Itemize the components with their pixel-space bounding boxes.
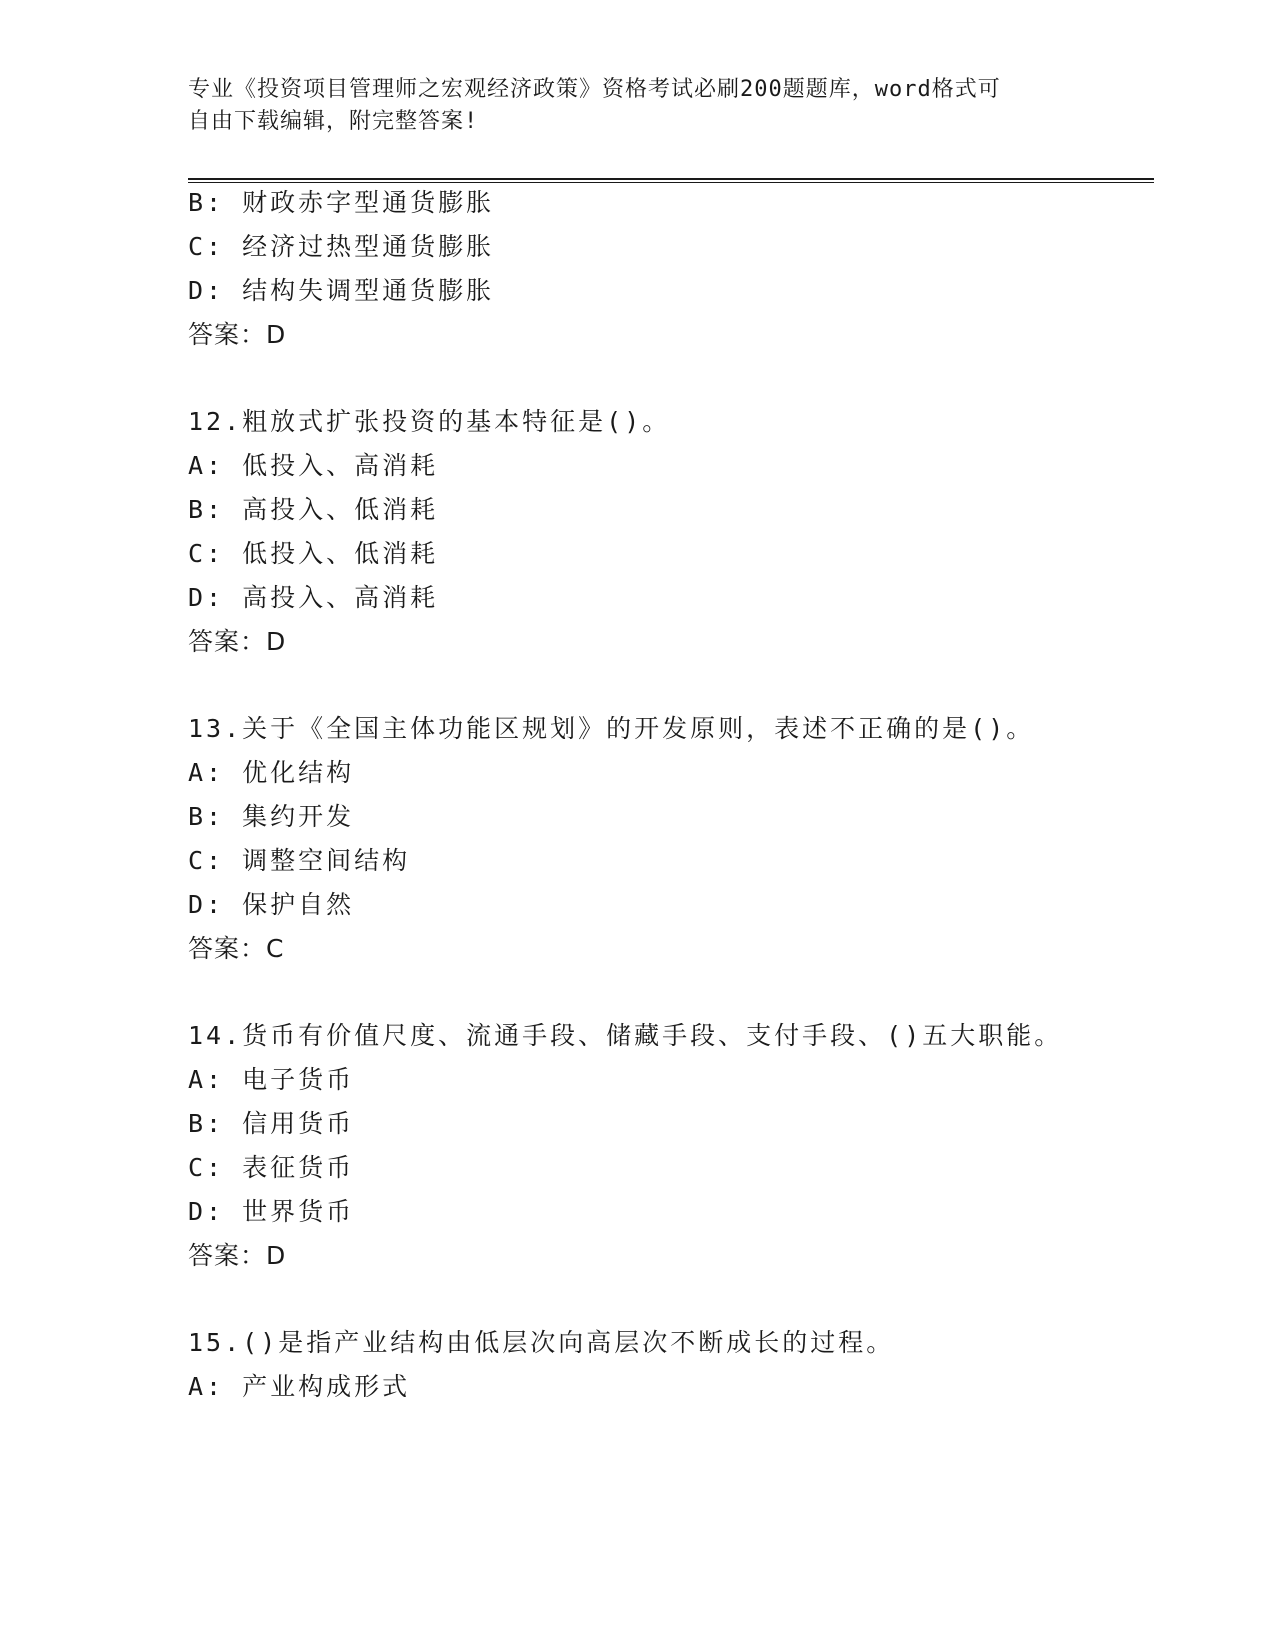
question-stem: 15.()是指产业结构由低层次向高层次不断成长的过程。 <box>188 1328 895 1357</box>
header-divider <box>188 178 1154 183</box>
option-c: C: 经济过热型通货膨胀 <box>188 232 495 261</box>
option-b: B: 财政赤字型通货膨胀 <box>188 188 495 217</box>
answer-line: 答案：D <box>188 627 287 656</box>
option-d: D: 结构失调型通货膨胀 <box>188 276 495 305</box>
option-d: D: 世界货币 <box>188 1197 355 1226</box>
option-d: D: 保护自然 <box>188 890 355 919</box>
header-line-2: 自由下载编辑，附完整答案! <box>188 109 479 134</box>
answer-line: 答案：C <box>188 934 285 963</box>
option-a: A: 电子货币 <box>188 1065 355 1094</box>
question-stem: 13.关于《全国主体功能区规划》的开发原则，表述不正确的是()。 <box>188 714 1035 743</box>
answer-line: 答案：D <box>188 320 287 349</box>
option-a: A: 低投入、高消耗 <box>188 451 439 480</box>
option-c: C: 调整空间结构 <box>188 846 411 875</box>
option-b: B: 信用货币 <box>188 1109 355 1138</box>
question-stem: 14.货币有价值尺度、流通手段、储藏手段、支付手段、()五大职能。 <box>188 1021 1063 1050</box>
option-b: B: 集约开发 <box>188 802 355 831</box>
question-stem: 12.粗放式扩张投资的基本特征是()。 <box>188 407 671 436</box>
header-line-1: 专业《投资项目管理师之宏观经济政策》资格考试必刷200题题库，word格式可 <box>188 77 1001 102</box>
option-a: A: 优化结构 <box>188 758 355 787</box>
option-c: C: 低投入、低消耗 <box>188 539 439 568</box>
option-a: A: 产业构成形式 <box>188 1372 411 1401</box>
answer-line: 答案：D <box>188 1241 287 1270</box>
option-d: D: 高投入、高消耗 <box>188 583 439 612</box>
option-c: C: 表征货币 <box>188 1153 355 1182</box>
option-b: B: 高投入、低消耗 <box>188 495 439 524</box>
document-header <box>188 74 1088 138</box>
